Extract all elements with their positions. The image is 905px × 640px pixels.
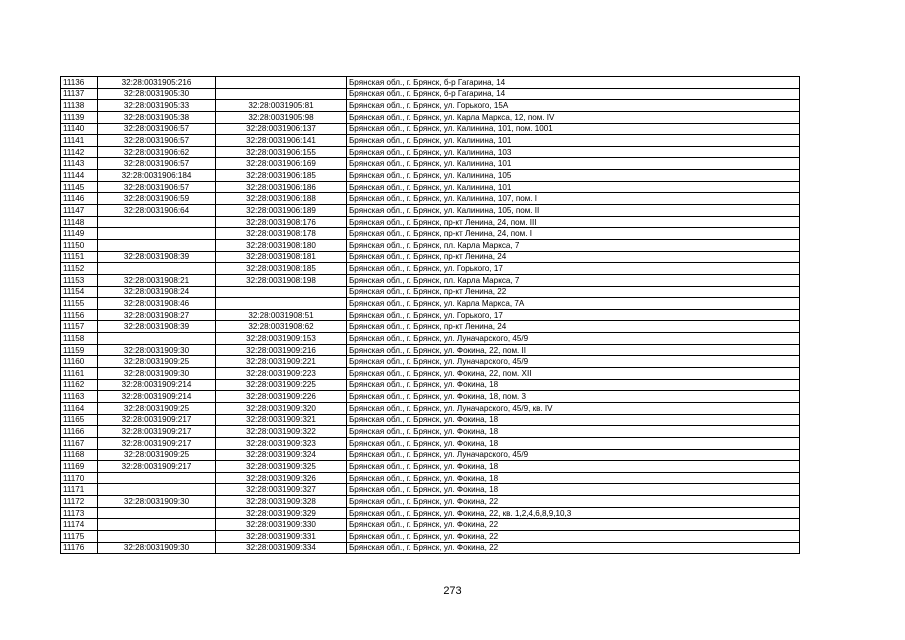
table-row [61,193,800,205]
new-cadastral-number-cell: 32:28:0031909:324 [216,449,347,461]
row-number-cell: 11164 [61,402,98,414]
row-number-cell: 11167 [61,437,98,449]
new-cadastral-number-cell: 32:28:0031909:330 [216,519,347,531]
address-cell: Брянская обл., г. Брянск, ул. Луначарского, 45/9 [347,333,800,345]
address-cell: Брянская обл., г. Брянск, пл. Карла Маркса, 7 [347,274,800,286]
address-cell: Брянская обл., г. Брянск, ул. Фокина, 22, пом. II [347,344,800,356]
registry-table [60,76,800,554]
old-cadastral-number-cell [98,216,216,228]
new-cadastral-number-cell: 32:28:0031909:153 [216,333,347,345]
table-row [61,379,800,391]
old-cadastral-number-cell: 32:28:0031909:30 [98,344,216,356]
old-cadastral-number-cell: 32:28:0031905:216 [98,77,216,89]
new-cadastral-number-cell: 32:28:0031909:327 [216,484,347,496]
table-row [61,158,800,170]
table-row [61,228,800,240]
old-cadastral-number-cell: 32:28:0031909:217 [98,426,216,438]
new-cadastral-number-cell: 32:28:0031909:334 [216,542,347,554]
new-cadastral-number-cell [216,77,347,89]
old-cadastral-number-cell: 32:28:0031908:39 [98,251,216,263]
address-cell: Брянская обл., г. Брянск, ул. Фокина, 18 [347,379,800,391]
new-cadastral-number-cell: 32:28:0031909:326 [216,472,347,484]
old-cadastral-number-cell: 32:28:0031908:27 [98,309,216,321]
table-row [61,123,800,135]
address-cell: Брянская обл., г. Брянск, ул. Горького, 15А [347,100,800,112]
new-cadastral-number-cell: 32:28:0031906:137 [216,123,347,135]
old-cadastral-number-cell [98,507,216,519]
new-cadastral-number-cell: 32:28:0031909:325 [216,461,347,473]
address-cell: Брянская обл., г. Брянск, ул. Луначарского, 45/9 [347,449,800,461]
table-row [61,263,800,275]
new-cadastral-number-cell: 32:28:0031908:185 [216,263,347,275]
row-number-cell: 11141 [61,135,98,147]
old-cadastral-number-cell: 32:28:0031908:21 [98,274,216,286]
new-cadastral-number-cell: 32:28:0031908:198 [216,274,347,286]
old-cadastral-number-cell [98,263,216,275]
row-number-cell: 11156 [61,309,98,321]
row-number-cell: 11158 [61,333,98,345]
address-cell: Брянская обл., г. Брянск, ул. Фокина, 22 [347,496,800,508]
old-cadastral-number-cell [98,333,216,345]
row-number-cell: 11154 [61,286,98,298]
row-number-cell: 11173 [61,507,98,519]
old-cadastral-number-cell [98,472,216,484]
address-cell: Брянская обл., г. Брянск, ул. Фокина, 18, пом. 3 [347,391,800,403]
old-cadastral-number-cell: 32:28:0031905:30 [98,88,216,100]
table-row [61,321,800,333]
address-cell: Брянская обл., г. Брянск, б-р Гагарина, 14 [347,88,800,100]
new-cadastral-number-cell: 32:28:0031909:323 [216,437,347,449]
new-cadastral-number-cell: 32:28:0031908:51 [216,309,347,321]
new-cadastral-number-cell: 32:28:0031905:98 [216,111,347,123]
table-row [61,309,800,321]
table-row [61,77,800,89]
old-cadastral-number-cell: 32:28:0031909:217 [98,461,216,473]
old-cadastral-number-cell: 32:28:0031906:57 [98,181,216,193]
new-cadastral-number-cell: 32:28:0031909:328 [216,496,347,508]
row-number-cell: 11163 [61,391,98,403]
new-cadastral-number-cell: 32:28:0031906:169 [216,158,347,170]
new-cadastral-number-cell: 32:28:0031909:329 [216,507,347,519]
old-cadastral-number-cell: 32:28:0031905:38 [98,111,216,123]
new-cadastral-number-cell: 32:28:0031908:62 [216,321,347,333]
new-cadastral-number-cell: 32:28:0031908:180 [216,239,347,251]
address-cell: Брянская обл., г. Брянск, пр-кт Ленина, 24, пом. I [347,228,800,240]
address-cell: Брянская обл., г. Брянск, ул. Калинина, 101 [347,158,800,170]
address-cell: Брянская обл., г. Брянск, ул. Фокина, 18 [347,484,800,496]
old-cadastral-number-cell: 32:28:0031906:64 [98,205,216,217]
address-cell: Брянская обл., г. Брянск, ул. Луначарского, 45/9, кв. IV [347,402,800,414]
old-cadastral-number-cell: 32:28:0031906:184 [98,170,216,182]
row-number-cell: 11136 [61,77,98,89]
row-number-cell: 11169 [61,461,98,473]
new-cadastral-number-cell: 32:28:0031906:188 [216,193,347,205]
new-cadastral-number-cell: 32:28:0031906:155 [216,146,347,158]
table-row [61,111,800,123]
row-number-cell: 11147 [61,205,98,217]
table-row [61,286,800,298]
address-cell: Брянская обл., г. Брянск, ул. Фокина, 18 [347,414,800,426]
old-cadastral-number-cell: 32:28:0031909:25 [98,449,216,461]
table-row [61,239,800,251]
new-cadastral-number-cell: 32:28:0031909:322 [216,426,347,438]
registry-table-body [61,77,800,554]
table-row [61,426,800,438]
table-row [61,391,800,403]
table-row [61,507,800,519]
address-cell: Брянская обл., г. Брянск, ул. Карла Маркса, 12, пом. IV [347,111,800,123]
row-number-cell: 11171 [61,484,98,496]
old-cadastral-number-cell: 32:28:0031906:57 [98,158,216,170]
table-row [61,368,800,380]
table-row [61,496,800,508]
old-cadastral-number-cell: 32:28:0031906:57 [98,123,216,135]
table-row [61,356,800,368]
table-row [61,472,800,484]
new-cadastral-number-cell: 32:28:0031909:320 [216,402,347,414]
address-cell: Брянская обл., г. Брянск, ул. Фокина, 22 [347,542,800,554]
address-cell: Брянская обл., г. Брянск, ул. Калинина, 105, пом. II [347,205,800,217]
new-cadastral-number-cell: 32:28:0031906:185 [216,170,347,182]
table-row [61,216,800,228]
old-cadastral-number-cell: 32:28:0031908:39 [98,321,216,333]
row-number-cell: 11137 [61,88,98,100]
address-cell: Брянская обл., г. Брянск, ул. Калинина, 103 [347,146,800,158]
table-row [61,135,800,147]
new-cadastral-number-cell: 32:28:0031908:181 [216,251,347,263]
old-cadastral-number-cell: 32:28:0031909:25 [98,356,216,368]
address-cell: Брянская обл., г. Брянск, пр-кт Ленина, 24, пом. III [347,216,800,228]
address-cell: Брянская обл., г. Брянск, пр-кт Ленина, 22 [347,286,800,298]
address-cell: Брянская обл., г. Брянск, ул. Луначарского, 45/9 [347,356,800,368]
address-cell: Брянская обл., г. Брянск, ул. Фокина, 22, пом. XII [347,368,800,380]
row-number-cell: 11149 [61,228,98,240]
new-cadastral-number-cell: 32:28:0031908:176 [216,216,347,228]
address-cell: Брянская обл., г. Брянск, ул. Фокина, 18 [347,437,800,449]
table-row [61,519,800,531]
row-number-cell: 11153 [61,274,98,286]
old-cadastral-number-cell: 32:28:0031909:25 [98,402,216,414]
table-row [61,542,800,554]
row-number-cell: 11168 [61,449,98,461]
old-cadastral-number-cell [98,519,216,531]
address-cell: Брянская обл., г. Брянск, ул. Фокина, 18 [347,472,800,484]
new-cadastral-number-cell: 32:28:0031908:178 [216,228,347,240]
address-cell: Брянская обл., г. Брянск, пр-кт Ленина, 24 [347,251,800,263]
table-row [61,170,800,182]
old-cadastral-number-cell: 32:28:0031908:24 [98,286,216,298]
address-cell: Брянская обл., г. Брянск, ул. Карла Маркса, 7А [347,298,800,310]
row-number-cell: 11160 [61,356,98,368]
row-number-cell: 11162 [61,379,98,391]
old-cadastral-number-cell: 32:28:0031909:217 [98,437,216,449]
row-number-cell: 11152 [61,263,98,275]
old-cadastral-number-cell: 32:28:0031906:57 [98,135,216,147]
row-number-cell: 11138 [61,100,98,112]
row-number-cell: 11145 [61,181,98,193]
old-cadastral-number-cell [98,484,216,496]
new-cadastral-number-cell [216,286,347,298]
row-number-cell: 11155 [61,298,98,310]
row-number-cell: 11151 [61,251,98,263]
address-cell: Брянская обл., г. Брянск, ул. Калинина, 101 [347,135,800,147]
new-cadastral-number-cell: 32:28:0031906:186 [216,181,347,193]
new-cadastral-number-cell: 32:28:0031909:226 [216,391,347,403]
row-number-cell: 11166 [61,426,98,438]
table-row [61,484,800,496]
table-row [61,333,800,345]
old-cadastral-number-cell: 32:28:0031905:33 [98,100,216,112]
address-cell: Брянская обл., г. Брянск, ул. Фокина, 22, кв. 1,2,4,6,8,9,10,3 [347,507,800,519]
table-row [61,181,800,193]
row-number-cell: 11146 [61,193,98,205]
address-cell: Брянская обл., г. Брянск, ул. Горького, 17 [347,263,800,275]
old-cadastral-number-cell: 32:28:0031909:30 [98,496,216,508]
address-cell: Брянская обл., г. Брянск, пл. Карла Маркса, 7 [347,239,800,251]
table-row [61,146,800,158]
new-cadastral-number-cell: 32:28:0031909:331 [216,530,347,542]
address-cell: Брянская обл., г. Брянск, б-р Гагарина, 14 [347,77,800,89]
table-row [61,298,800,310]
new-cadastral-number-cell: 32:28:0031909:221 [216,356,347,368]
table-row [61,461,800,473]
old-cadastral-number-cell: 32:28:0031908:46 [98,298,216,310]
old-cadastral-number-cell [98,228,216,240]
new-cadastral-number-cell: 32:28:0031906:189 [216,205,347,217]
new-cadastral-number-cell: 32:28:0031909:321 [216,414,347,426]
table-row [61,437,800,449]
table-row [61,414,800,426]
address-cell: Брянская обл., г. Брянск, ул. Калинина, 105 [347,170,800,182]
row-number-cell: 11172 [61,496,98,508]
new-cadastral-number-cell: 32:28:0031905:81 [216,100,347,112]
row-number-cell: 11140 [61,123,98,135]
row-number-cell: 11142 [61,146,98,158]
old-cadastral-number-cell [98,239,216,251]
table-row [61,402,800,414]
row-number-cell: 11144 [61,170,98,182]
row-number-cell: 11161 [61,368,98,380]
row-number-cell: 11174 [61,519,98,531]
table-row [61,100,800,112]
address-cell: Брянская обл., г. Брянск, ул. Калинина, 101, пом. 1001 [347,123,800,135]
address-cell: Брянская обл., г. Брянск, ул. Калинина, 101 [347,181,800,193]
table-row [61,251,800,263]
page-number: 273 [443,585,462,597]
old-cadastral-number-cell: 32:28:0031909:214 [98,391,216,403]
row-number-cell: 11148 [61,216,98,228]
row-number-cell: 11143 [61,158,98,170]
address-cell: Брянская обл., г. Брянск, ул. Фокина, 18 [347,461,800,473]
table-row [61,530,800,542]
new-cadastral-number-cell [216,298,347,310]
new-cadastral-number-cell [216,88,347,100]
row-number-cell: 11150 [61,239,98,251]
old-cadastral-number-cell: 32:28:0031906:62 [98,146,216,158]
new-cadastral-number-cell: 32:28:0031909:223 [216,368,347,380]
table-row [61,449,800,461]
table-row [61,205,800,217]
address-cell: Брянская обл., г. Брянск, ул. Горького, 17 [347,309,800,321]
row-number-cell: 11165 [61,414,98,426]
old-cadastral-number-cell: 32:28:0031909:30 [98,368,216,380]
address-cell: Брянская обл., г. Брянск, пр-кт Ленина, 24 [347,321,800,333]
address-cell: Брянская обл., г. Брянск, ул. Фокина, 18 [347,426,800,438]
row-number-cell: 11159 [61,344,98,356]
row-number-cell: 11157 [61,321,98,333]
old-cadastral-number-cell: 32:28:0031909:217 [98,414,216,426]
new-cadastral-number-cell: 32:28:0031909:216 [216,344,347,356]
address-cell: Брянская обл., г. Брянск, ул. Фокина, 22 [347,530,800,542]
new-cadastral-number-cell: 32:28:0031909:225 [216,379,347,391]
table-row [61,88,800,100]
old-cadastral-number-cell: 32:28:0031909:30 [98,542,216,554]
address-cell: Брянская обл., г. Брянск, ул. Фокина, 22 [347,519,800,531]
table-row [61,344,800,356]
row-number-cell: 11139 [61,111,98,123]
old-cadastral-number-cell: 32:28:0031909:214 [98,379,216,391]
table-row [61,274,800,286]
new-cadastral-number-cell: 32:28:0031906:141 [216,135,347,147]
address-cell: Брянская обл., г. Брянск, ул. Калинина, 107, пом. I [347,193,800,205]
old-cadastral-number-cell [98,530,216,542]
row-number-cell: 11176 [61,542,98,554]
row-number-cell: 11175 [61,530,98,542]
row-number-cell: 11170 [61,472,98,484]
old-cadastral-number-cell: 32:28:0031906:59 [98,193,216,205]
